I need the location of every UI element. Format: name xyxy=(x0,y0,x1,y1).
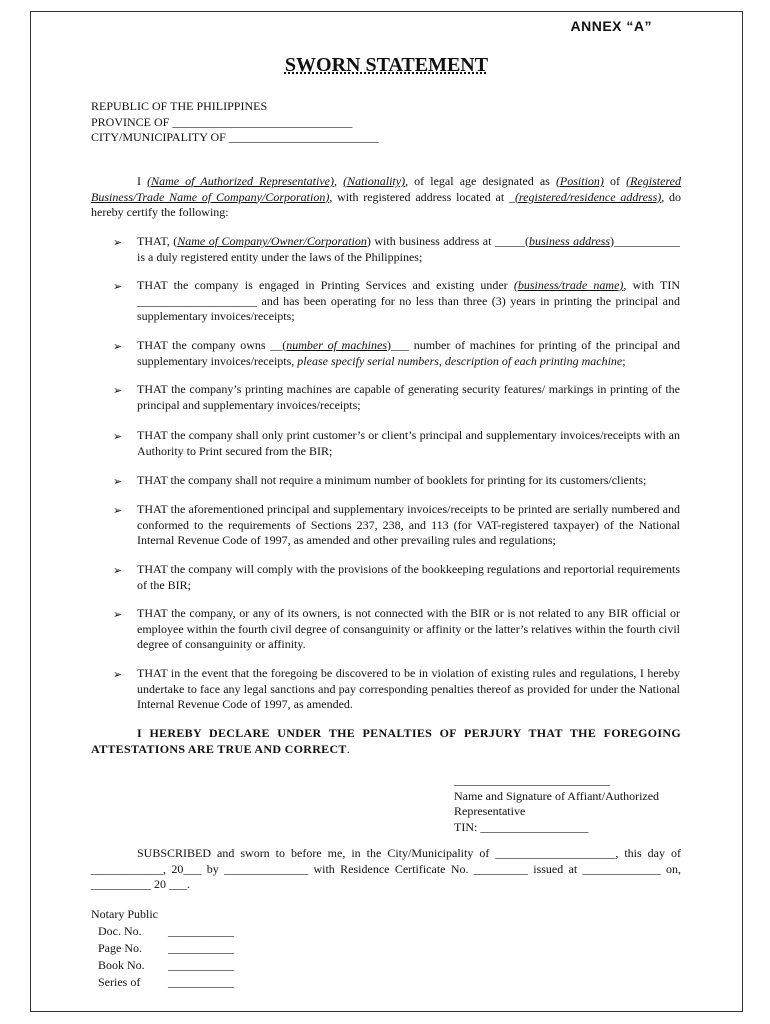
attestation-item: THAT the company’s printing machines are capable of generating security features/ markings in printing of the principal and supplementary invoices/receipts; xyxy=(137,382,680,412)
attestation-item: THAT the aforementioned principal and supplementary invoices/receipts to be printed are serially numbered and conformed to the requirements of Sections 237, 238, and 113 (for VAT-registered taxpayer) of the National Internal Revenue Code of 1997, as amended and other prevailing rules and regulations; xyxy=(137,502,680,547)
document-title: SWORN STATEMENT xyxy=(284,54,489,76)
notary-block xyxy=(91,906,234,991)
attestation-item xyxy=(137,278,680,325)
notary-blank: ___________ xyxy=(168,941,234,955)
notary-blank: ___________ xyxy=(168,924,234,938)
item-text: )___ number of machines for printing of the principal and supplementary invoices/receipts, xyxy=(137,338,680,368)
item-text: )___________ is a duly registered entity under the laws of the Philippines; xyxy=(137,234,680,264)
business-name-placeholder: (Registered Business/Trade Name of Company/Corporation) xyxy=(91,174,681,204)
document-page xyxy=(30,11,743,1012)
bullet-arrow-icon: ➢ xyxy=(113,505,123,517)
bullet-arrow-icon: ➢ xyxy=(113,609,123,621)
declaration-end: . xyxy=(346,741,351,756)
intro-text: , with registered address located at _ xyxy=(329,189,515,204)
item-placeholder: number of machines xyxy=(286,338,388,352)
bullet-arrow-icon: ➢ xyxy=(113,476,123,488)
notary-row xyxy=(91,923,234,940)
intro-text: I xyxy=(137,174,148,188)
bullet-arrow-icon: ➢ xyxy=(113,281,123,293)
jurisdiction-header xyxy=(91,99,379,146)
header-city: CITY/MUNICIPALITY OF _________________________ xyxy=(91,130,379,144)
address-placeholder: (registered/residence address) xyxy=(514,189,662,204)
item-text: THAT the company is engaged in Printing Services and existing under xyxy=(137,278,514,292)
intro-text: of xyxy=(603,174,627,188)
bullet-arrow-icon: ➢ xyxy=(113,341,123,353)
notary-blank: ___________ xyxy=(168,975,234,989)
signature-block xyxy=(454,773,684,835)
attestation-item xyxy=(137,338,680,369)
notary-label: Book No. xyxy=(98,958,145,972)
notary-row xyxy=(91,957,234,974)
declaration-text: I HEREBY DECLARE UNDER THE PENALTIES OF PERJURY THAT THE FOREGOING ATTESTATIONS ARE TRUE AND CORRECT xyxy=(91,726,681,756)
bullet-arrow-icon: ➢ xyxy=(113,669,123,681)
notary-blank: ___________ xyxy=(168,958,234,972)
intro-text: , xyxy=(334,174,344,188)
perjury-declaration xyxy=(91,726,681,757)
annex-label: ANNEX “A” xyxy=(570,18,652,34)
notary-title: Notary Public xyxy=(91,907,158,921)
item-placeholder: (business/trade name) xyxy=(513,278,624,292)
item-text: THAT, ( xyxy=(137,234,178,248)
item-text: ; xyxy=(622,353,626,368)
notary-label: Page No. xyxy=(98,941,142,955)
attestation-item xyxy=(137,234,680,265)
attestation-item: THAT the company will comply with the provisions of the bookkeeping regulations and reportorial requirements of the BIR; xyxy=(137,562,680,592)
signature-line: __________________________ xyxy=(454,773,610,787)
bullet-arrow-icon: ➢ xyxy=(113,431,123,443)
signature-label: Name and Signature of Affiant/Authorized Representative xyxy=(454,788,660,818)
subscribed-paragraph: SUBSCRIBED and sworn to before me, in the City/Municipality of ____________________, this day of ____________, 20___ by ______________ with Residence Certificate No. _________ issued at _____________ on, __________ 20 ___. xyxy=(91,846,681,891)
notary-label: Series of xyxy=(98,975,141,989)
header-province: PROVINCE OF ______________________________ xyxy=(91,114,353,129)
notary-row xyxy=(91,940,234,957)
bullet-arrow-icon: ➢ xyxy=(113,237,123,249)
notary-row xyxy=(91,974,234,991)
attestation-item: THAT the company shall only print customer’s or client’s principal and supplementary invoices/receipts with an Authority to Print secured from the BIR; xyxy=(137,428,680,458)
item-placeholder: Name of Company/Owner/Corporation xyxy=(177,234,367,248)
bullet-arrow-icon: ➢ xyxy=(113,385,123,397)
attestation-item: THAT the company, or any of its owners, is not connected with the BIR or is not related to any BIR official or employee within the fourth civil degree of consanguinity or affinity or the latter’s relatives within the fourth civil degree of consanguinity or affinity. xyxy=(137,606,680,651)
item-text: ) with business address at _____( xyxy=(366,234,529,248)
tin-field: TIN: __________________ xyxy=(454,819,589,834)
item-instruction: please specify serial numbers, description of each printing machine xyxy=(297,353,623,368)
attestation-item: THAT in the event that the foregoing be discovered to be in violation of existing rules and regulations, I hereby undertake to face any legal sanctions and pay corresponding penalties thereof as provided for under the National Internal Revenue Code of 1997, as amended. xyxy=(137,666,680,711)
nationality-placeholder: (Nationality) xyxy=(343,174,406,188)
attestation-item: THAT the company shall not require a minimum number of booklets for printing for its customers/clients; xyxy=(137,473,647,487)
item-text: THAT the company owns __( xyxy=(137,338,287,352)
bullet-arrow-icon: ➢ xyxy=(113,565,123,577)
position-placeholder: (Position) xyxy=(555,174,604,188)
item-placeholder: business address xyxy=(528,234,610,248)
header-republic: REPUBLIC OF THE PHILIPPINES xyxy=(91,99,268,113)
item-text: , with TIN ____________________ and has been operating for no less than three (3) years in printing the principal and supplementary invoices/receipts; xyxy=(137,278,680,323)
intro-text: , of legal age designated as xyxy=(405,174,556,188)
representative-placeholder: (Name of Authorized Representative) xyxy=(147,174,334,188)
intro-text: , do hereby certify the following: xyxy=(91,189,682,219)
notary-label: Doc. No. xyxy=(98,924,142,938)
intro-paragraph xyxy=(91,174,681,221)
